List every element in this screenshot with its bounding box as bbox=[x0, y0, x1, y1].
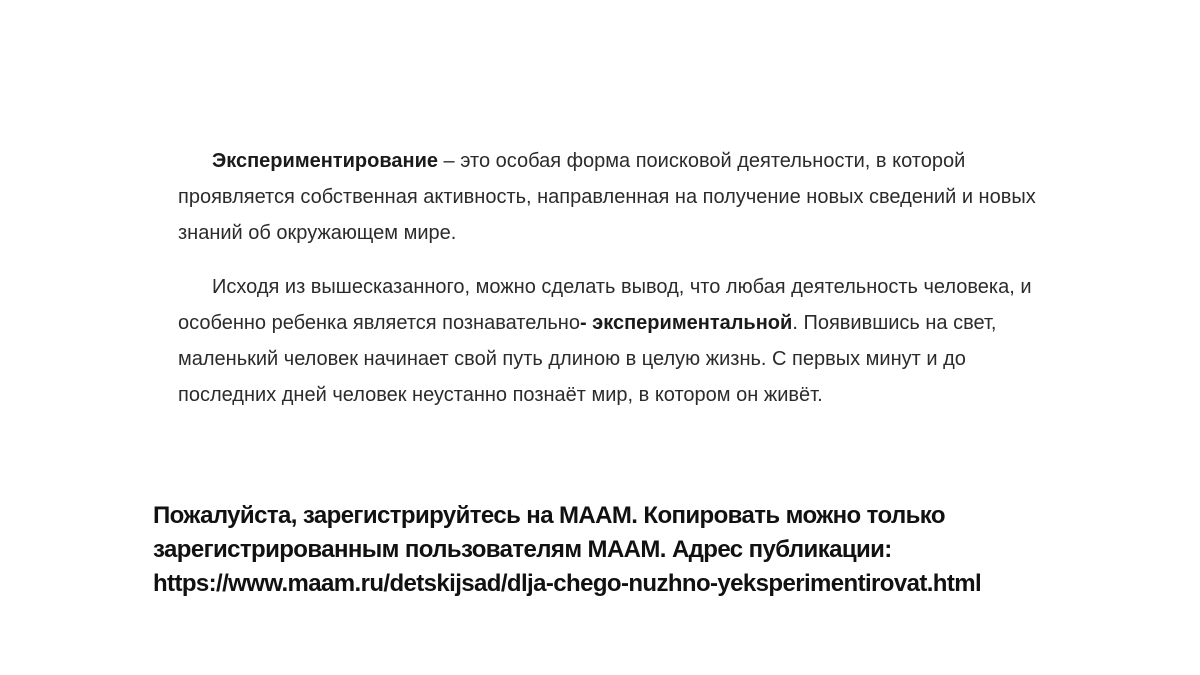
term-experimentation: Экспериментирование bbox=[212, 150, 438, 172]
definition-text: – это особая форма поисковой деятельности, в которой проявляется собственная активность, направленная на получение новых сведений и новых знаний об окружающем мире. bbox=[178, 150, 1036, 244]
paragraph-definition bbox=[178, 143, 1058, 251]
paragraph-conclusion bbox=[178, 269, 1058, 413]
term-experimental: - экспериментальной bbox=[579, 312, 793, 334]
notice-line-2: зарегистрированным пользователям MAAM. Адрес публикации: bbox=[153, 536, 892, 563]
article-text bbox=[178, 143, 1058, 431]
copy-protection-notice bbox=[153, 499, 1153, 601]
conclusion-text-start: Исходя из вышесказанного, можно сделать вывод, что любая деятельность человека, и особенно ребенка является познавательно bbox=[178, 276, 1032, 334]
notice-line-1: Пожалуйста, зарегистрируйтесь на MAAM. Копировать можно только bbox=[153, 502, 945, 529]
publication-url: https://www.maam.ru/detskijsad/dlja-chego-nuzhno-yeksperimentirovat.html bbox=[153, 570, 982, 597]
conclusion-text-end: . Появившись на свет, маленький человек начинает свой путь длиною в целую жизнь. С первых минут и до последних дней человек неустанно познаёт мир, в котором он живёт. bbox=[178, 312, 997, 406]
